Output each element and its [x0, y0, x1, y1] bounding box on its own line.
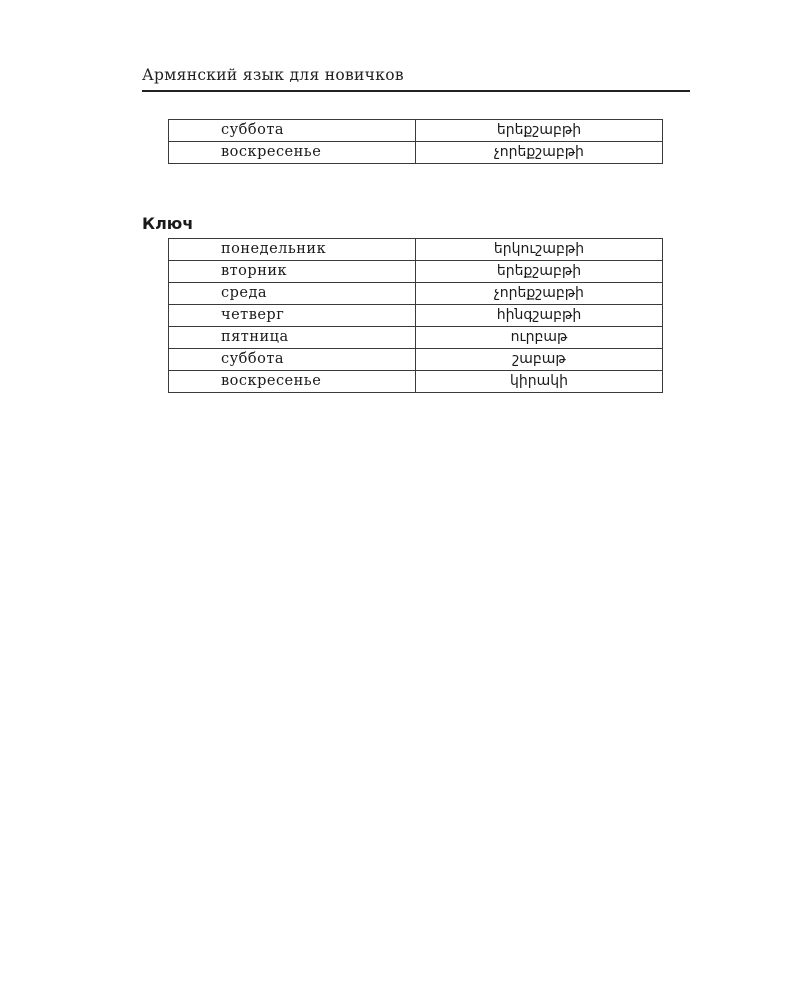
table-row: [169, 261, 663, 283]
table-row: [169, 239, 663, 261]
armenian-cell: շաբաթ: [416, 349, 663, 371]
armenian-cell: կիրակի: [416, 371, 663, 393]
armenian-cell: երեքշաբթի: [416, 120, 663, 142]
table-row: [169, 305, 663, 327]
russian-cell: воскресенье: [169, 371, 416, 393]
armenian-cell: չորեքշաբթի: [416, 142, 663, 164]
armenian-cell: ուրբաթ: [416, 327, 663, 349]
russian-cell: суббота: [169, 349, 416, 371]
russian-cell: пятница: [169, 327, 416, 349]
armenian-cell: երկուշաբթի: [416, 239, 663, 261]
table-row: [169, 371, 663, 393]
table-row: [169, 283, 663, 305]
answer-key-table: [168, 238, 663, 393]
russian-cell: понедельник: [169, 239, 416, 261]
armenian-cell: հինգշաբթի: [416, 305, 663, 327]
key-section-title: Ключ: [142, 214, 194, 233]
russian-cell: воскресенье: [169, 142, 416, 164]
armenian-cell: երեքշաբթի: [416, 261, 663, 283]
vocabulary-table-continued: [168, 119, 663, 164]
table-row: [169, 349, 663, 371]
russian-cell: четверг: [169, 305, 416, 327]
table-row: [169, 142, 663, 164]
table-row: [169, 120, 663, 142]
running-header: [142, 66, 690, 92]
russian-cell: суббота: [169, 120, 416, 142]
russian-cell: среда: [169, 283, 416, 305]
russian-cell: вторник: [169, 261, 416, 283]
armenian-cell: չորեքշաբթի: [416, 283, 663, 305]
table-row: [169, 327, 663, 349]
running-title: Армянский язык для новичков: [142, 66, 404, 84]
